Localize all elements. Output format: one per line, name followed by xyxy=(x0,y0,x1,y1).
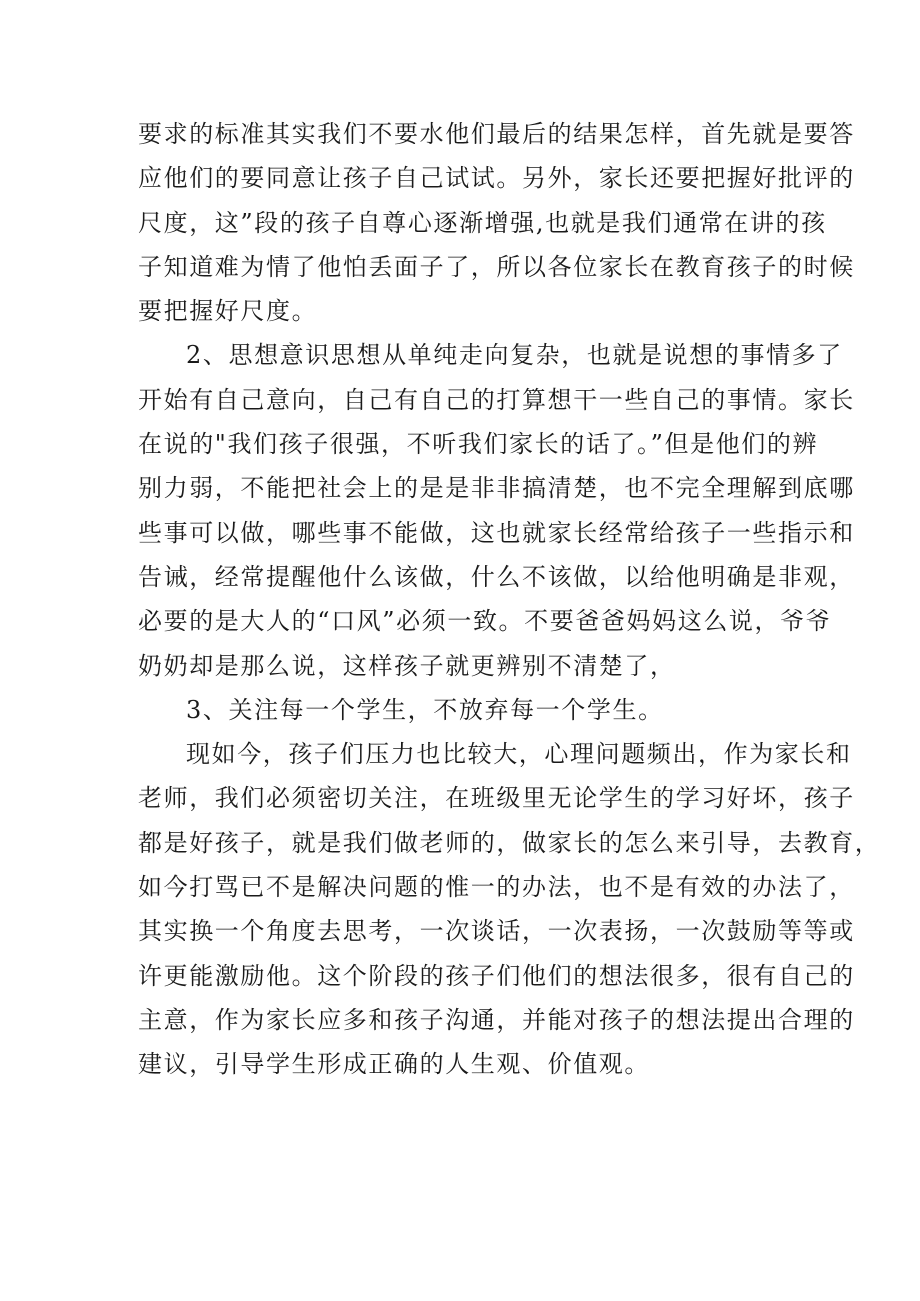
text-line: 应他们的要同意让孩子自己试试。另外，家长还要把握好批评的 xyxy=(138,164,855,193)
text-line: 都是好孩子，就是我们做老师的，做家长的怎么来引导，去教育， xyxy=(138,828,881,857)
text-line: 其实换一个角度去思考，一次谈话，一次表扬，一次鼓励等等或 xyxy=(138,917,855,946)
text-line: 必要的是大人的“口风”必须一致。不要爸爸妈妈这么说，爷爷 xyxy=(138,607,832,636)
text-line: 建议，引导学生形成正确的人生观、价值观。 xyxy=(138,1050,650,1079)
text-line: 奶奶却是那么说，这样孩子就更辨别不清楚了， xyxy=(138,651,676,680)
text-line: 些事可以做，哪些事不能做，这也就家长经常给孩子一些指示和 xyxy=(138,518,855,547)
text-line: 在说的"我们孩子很强，不听我们家长的话了。”但是他们的辨 xyxy=(138,430,819,459)
text-line: 要求的标准其实我们不要水他们最后的结果怎样，首先就是要答 xyxy=(138,120,855,148)
text-line: 别力弱，不能把社会上的是是非非搞清楚，也不完全理解到底哪 xyxy=(138,474,855,503)
text-line: 如今打骂已不是解决问题的惟一的办法，也不是有效的办法了， xyxy=(138,873,855,902)
text-line: 许更能激励他。这个阶段的孩子们他们的想法很多，很有自己的 xyxy=(138,961,855,990)
document-body xyxy=(138,112,881,1087)
text-line: 主意，作为家长应多和孩子沟通，并能对孩子的想法提出合理的 xyxy=(138,1005,855,1034)
text-line: 老师，我们必须密切关注，在班级里无论学生的学习好坏，孩子 xyxy=(138,784,855,813)
text-line: 要把握好尺度。 xyxy=(138,297,318,326)
paragraph-3-heading-line: 3、关注每一个学生，不放弃每一个学生。 xyxy=(186,695,664,724)
paragraph-2-heading-line: 2、思想意识思想从单纯走向复杂，也就是说想的事情多了 xyxy=(186,341,843,370)
paragraph-4-first-line: 现如今，孩子们压力也比较大，心理问题频出，作为家长和 xyxy=(186,740,852,769)
text-line: 告诫，经常提醒他什么该做，什么不该做，以给他明确是非观， xyxy=(138,562,855,591)
text-line: 子知道难为情了他怕丢面子了，所以各位家长在教育孩子的时候 xyxy=(138,252,855,281)
text-line: 尺度，这”段的孩子自尊心逐渐增强,也就是我们通常在讲的孩 xyxy=(138,208,827,237)
text-line: 开始有自己意向，自己有自己的打算想干一些自己的事情。家长 xyxy=(138,385,855,414)
